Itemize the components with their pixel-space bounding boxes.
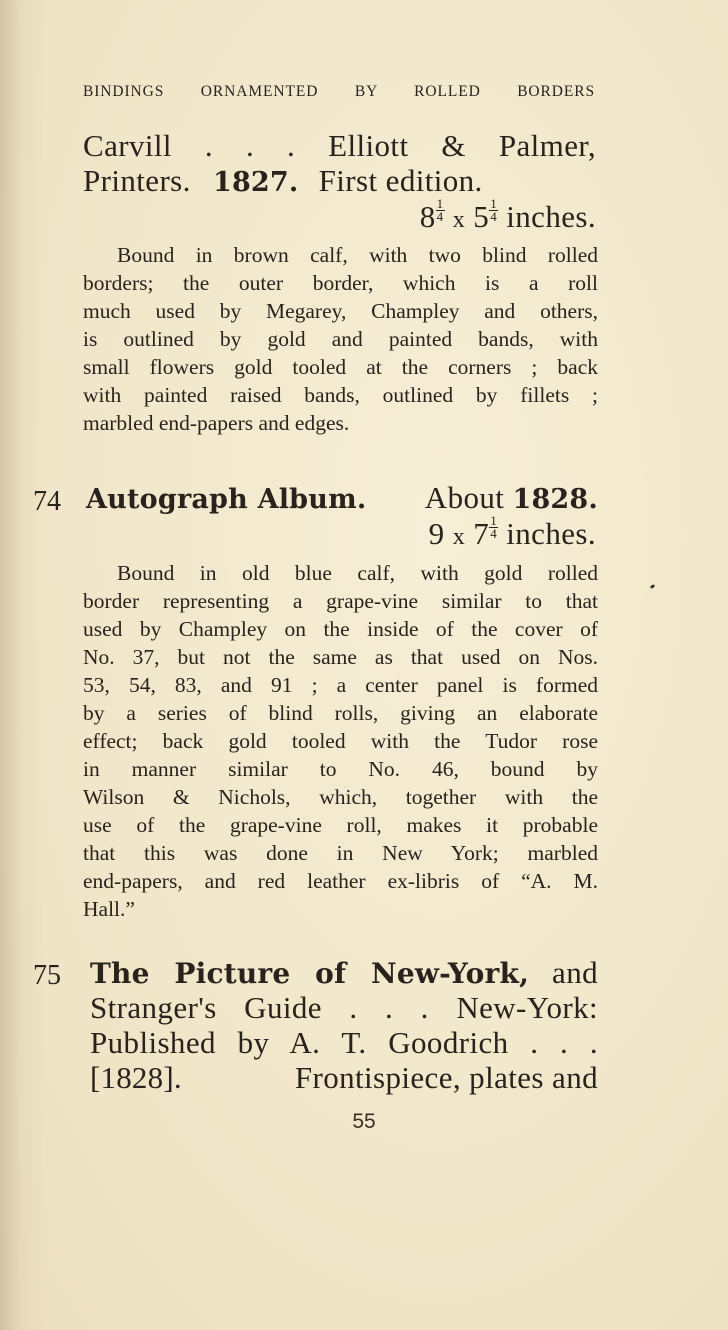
entry-title-rest: and: [552, 955, 598, 990]
size-height-fraction: $\frac{1}{4}$: [490, 513, 498, 541]
entry-number: 74: [33, 486, 61, 517]
description-line: much used by Megarey, Champley and others,: [83, 299, 598, 323]
entry-year: [1828].: [90, 1060, 182, 1095]
description-line: Bound in brown calf, with two blind rolled: [117, 243, 598, 267]
entry-imprint-line-2: [83, 163, 596, 199]
entry-imprint-line-1: Carvill . . . Elliott & Palmer,: [83, 128, 596, 163]
size-unit: inches.: [506, 516, 596, 551]
description-line: that this was done in New York; marbled: [83, 841, 598, 865]
entry-title: Autograph Album.: [86, 484, 367, 515]
size-height-fraction: $\frac{1}{4}$: [490, 196, 498, 224]
description-line: is outlined by gold and painted bands, with: [83, 327, 598, 351]
description-line: borders; the outer border, which is a roll: [83, 271, 598, 295]
entry-heading: [86, 480, 598, 516]
imprint-edition: First edition.: [318, 163, 483, 198]
entry-imprint-line-4: [90, 1060, 598, 1096]
description-line: small flowers gold tooled at the corners ; back: [83, 355, 598, 379]
entry-title: The Picture of New-York,: [90, 957, 530, 990]
size-height: 7: [473, 516, 490, 551]
page-number: 55: [352, 1110, 376, 1133]
entry-imprint-rest: Frontispiece, plates and: [294, 1060, 598, 1095]
description-line: by a series of blind rolls, giving an elaborate: [83, 701, 598, 725]
size-times: x: [452, 207, 466, 233]
entry-date-year: 1828.: [512, 484, 598, 515]
description-line: used by Champley on the inside of the cover of: [83, 617, 598, 641]
entry-heading: [90, 955, 598, 991]
description-line: with painted raised bands, outlined by fillets ;: [83, 383, 598, 407]
size-width: 8: [419, 199, 436, 234]
description-line: 53, 54, 83, and 91 ; a center panel is formed: [83, 673, 598, 697]
size-height: 5: [473, 199, 490, 234]
imprint-printers: Printers.: [83, 163, 191, 198]
description-line: Hall.”: [83, 897, 135, 921]
size-width-fraction: $\frac{1}{4}$: [436, 196, 444, 224]
running-head: BINDINGS ORNAMENTED BY ROLLED BORDERS: [83, 83, 595, 100]
entry-size: [83, 198, 596, 235]
description-line: Wilson & Nichols, which, together with the: [83, 785, 598, 809]
description-line: effect; back gold tooled with the Tudor rose: [83, 729, 598, 753]
entry-imprint-line-2: Stranger's Guide . . . New-York:: [90, 990, 598, 1025]
description-line: marbled end-papers and edges.: [83, 411, 350, 435]
entry-number: 75: [33, 960, 61, 991]
description-line: use of the grape-vine roll, makes it probable: [83, 813, 598, 837]
description-line: end-papers, and red leather ex-libris of “A. M.: [83, 869, 598, 893]
imprint-year: 1827.: [212, 167, 299, 198]
description-line: No. 37, but not the same as that used on Nos.: [83, 645, 598, 669]
entry-date-prefix: About: [424, 480, 505, 515]
entry-imprint-line-3: Published by A. T. Goodrich . . .: [90, 1025, 598, 1060]
entry-size: [83, 515, 596, 552]
description-line: in manner similar to No. 46, bound by: [83, 757, 598, 781]
paper-speck: [650, 584, 656, 589]
size-width: 9: [428, 516, 445, 551]
size-times: x: [452, 524, 466, 550]
description-line: Bound in old blue calf, with gold rolled: [117, 561, 598, 585]
description-line: border representing a grape-vine similar to that: [83, 589, 598, 613]
size-unit: inches.: [506, 199, 596, 234]
